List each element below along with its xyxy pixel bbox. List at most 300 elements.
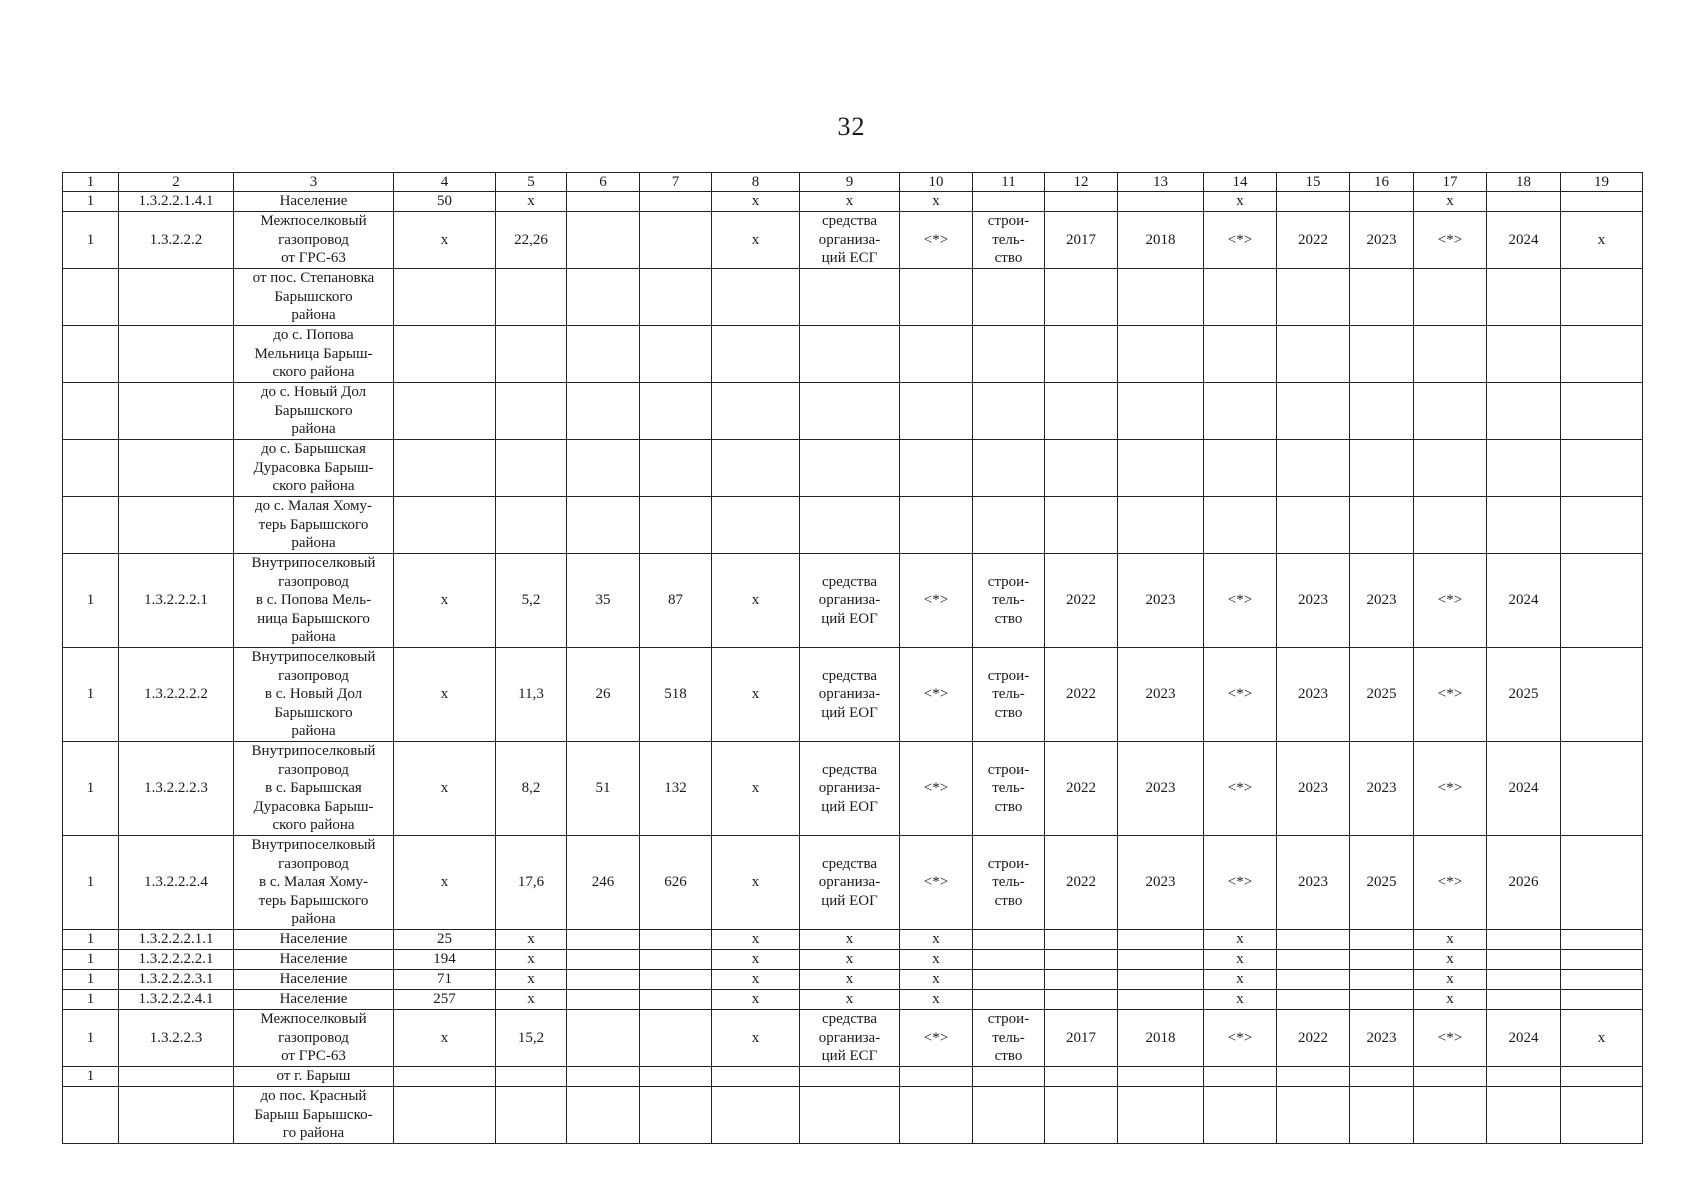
table-cell: 26 [567,648,640,742]
table-cell [1204,383,1277,440]
table-cell: <*> [900,554,973,648]
table-cell [496,269,567,326]
table-cell [1204,440,1277,497]
table-row [63,648,1643,742]
table-cell: x [900,950,973,970]
table-cell: x [1414,950,1487,970]
table-cell [1487,970,1561,990]
table-cell: x [800,990,900,1010]
table-cell: x [800,970,900,990]
table-cell: 1.3.2.2.2.1.1 [119,930,234,950]
table-cell [1414,1067,1487,1087]
table-cell [800,497,900,554]
table-cell [567,1067,640,1087]
table-cell: строи- тель- ство [973,648,1045,742]
table-cell: x [712,554,800,648]
table-cell [640,269,712,326]
table-cell [1204,1087,1277,1144]
data-table [62,172,1643,1144]
table-cell: 2017 [1045,1010,1118,1067]
table-cell: строи- тель- ство [973,1010,1045,1067]
table-cell: Население [234,970,394,990]
table-cell [1561,742,1643,836]
table-cell [1118,1087,1204,1144]
table-cell: 2023 [1277,554,1350,648]
table-cell: <*> [900,1010,973,1067]
table-cell: x [800,950,900,970]
table-cell: 257 [394,990,496,1010]
table-cell: <*> [1414,554,1487,648]
table-cell: x [1414,930,1487,950]
table-cell: x [800,192,900,212]
table-cell [1045,440,1118,497]
column-number: 17 [1414,173,1487,192]
table-cell: 2023 [1277,742,1350,836]
table-cell: Население [234,930,394,950]
column-number: 7 [640,173,712,192]
table-cell: 2023 [1118,836,1204,930]
table-cell: 1 [63,990,119,1010]
table-cell: 2017 [1045,212,1118,269]
table-cell [1350,990,1414,1010]
table-cell: <*> [1414,648,1487,742]
table-cell: x [900,970,973,990]
table-cell: 8,2 [496,742,567,836]
table-cell [496,383,567,440]
table-cell [1487,950,1561,970]
table-cell: x [496,970,567,990]
table-cell: 35 [567,554,640,648]
table-cell [973,440,1045,497]
table-cell: x [394,212,496,269]
column-number: 4 [394,173,496,192]
table-cell: до пос. Красный Барыш Барышско- го района [234,1087,394,1144]
table-cell [1350,930,1414,950]
table-row [63,930,1643,950]
table-cell: x [1204,192,1277,212]
table-cell: x [712,212,800,269]
table-cell: 71 [394,970,496,990]
table-cell: x [1414,970,1487,990]
table-cell: <*> [1414,1010,1487,1067]
table-cell: 1 [63,742,119,836]
table-cell [567,930,640,950]
table-cell: 2022 [1277,212,1350,269]
table-cell: 1.3.2.2.2 [119,212,234,269]
table-cell: 132 [640,742,712,836]
table-cell: x [712,950,800,970]
table-cell: 2023 [1350,554,1414,648]
table-cell [1204,1067,1277,1087]
table-cell [973,192,1045,212]
table-cell [496,1067,567,1087]
table-cell [394,497,496,554]
table-cell [1487,930,1561,950]
table-cell [1277,440,1350,497]
table-cell: 2025 [1350,836,1414,930]
table-row [63,497,1643,554]
table-cell [1277,970,1350,990]
page-number: 32 [837,112,866,141]
table-cell [800,1067,900,1087]
table-cell [640,930,712,950]
table-cell: средства организа- ций ЕОГ [800,836,900,930]
table-cell: x [496,930,567,950]
column-number: 9 [800,173,900,192]
table-cell: 626 [640,836,712,930]
table-cell [119,1067,234,1087]
table-cell [394,383,496,440]
table-cell: 1.3.2.2.2.3.1 [119,970,234,990]
table-cell [640,440,712,497]
column-number: 6 [567,173,640,192]
table-cell: <*> [1204,1010,1277,1067]
table-cell [712,1087,800,1144]
table-row [63,742,1643,836]
column-number: 15 [1277,173,1350,192]
table-cell [394,1067,496,1087]
table-cell [1277,269,1350,326]
table-cell: x [496,990,567,1010]
table-cell [394,1087,496,1144]
table-cell [63,1087,119,1144]
table-cell: 2018 [1118,1010,1204,1067]
table-cell [1350,1067,1414,1087]
table-cell [1561,648,1643,742]
table-cell [1204,326,1277,383]
table-cell: 2023 [1118,554,1204,648]
table-cell: 5,2 [496,554,567,648]
table-cell: 1.3.2.2.3 [119,1010,234,1067]
column-number: 2 [119,173,234,192]
table-cell [394,440,496,497]
table-row [63,1087,1643,1144]
table-cell [973,497,1045,554]
table-cell [640,1010,712,1067]
table-cell: 2024 [1487,212,1561,269]
table-cell: 87 [640,554,712,648]
table-cell: от пос. Степановка Барышского района [234,269,394,326]
table-row [63,990,1643,1010]
table-cell: 2023 [1118,742,1204,836]
table-cell [1487,192,1561,212]
table-cell [800,1087,900,1144]
table-cell [640,1067,712,1087]
table-cell [1118,192,1204,212]
table-cell [640,192,712,212]
table-cell: <*> [900,212,973,269]
table-cell [1118,440,1204,497]
table-cell: x [712,1010,800,1067]
table-cell: x [394,1010,496,1067]
table-cell: x [394,742,496,836]
table-cell: 1 [63,836,119,930]
table-cell: до с. Новый Дол Барышского района [234,383,394,440]
table-cell: Внутрипоселковый газопровод в с. Барышская Дурасовка Барыш- ского района [234,742,394,836]
column-number: 5 [496,173,567,192]
table-cell [119,326,234,383]
table-cell [1118,930,1204,950]
table-cell [1277,1087,1350,1144]
table-cell [1045,383,1118,440]
table-row [63,383,1643,440]
table-cell [900,269,973,326]
table-cell: средства организа- ций ЕОГ [800,648,900,742]
table-cell [567,212,640,269]
table-cell: <*> [1204,554,1277,648]
column-number: 11 [973,173,1045,192]
table-cell [900,1067,973,1087]
table-cell [1561,326,1643,383]
table-cell [567,990,640,1010]
table-cell [1350,950,1414,970]
table-cell: 2023 [1118,648,1204,742]
table-cell: x [496,950,567,970]
table-cell [567,192,640,212]
table-cell: 2018 [1118,212,1204,269]
table-cell: до с. Малая Хому- терь Барышского района [234,497,394,554]
table-cell: <*> [900,836,973,930]
table-cell: 25 [394,930,496,950]
table-cell: 1 [63,648,119,742]
table-cell: x [900,990,973,1010]
table-cell [119,497,234,554]
table-cell [1045,990,1118,1010]
column-number: 8 [712,173,800,192]
table-cell [640,497,712,554]
table-cell: 194 [394,950,496,970]
table-cell [640,990,712,1010]
table-cell [567,950,640,970]
table-cell: x [1561,212,1643,269]
table-cell: <*> [1414,212,1487,269]
table-cell [496,497,567,554]
table-cell: Межпоселковый газопровод от ГРС-63 [234,1010,394,1067]
table-cell: 1.3.2.2.2.3 [119,742,234,836]
table-cell [1561,440,1643,497]
table-cell [1277,192,1350,212]
table-cell [496,326,567,383]
table-row [63,950,1643,970]
table-cell: 2026 [1487,836,1561,930]
table-cell [1350,269,1414,326]
table-cell: x [712,990,800,1010]
table-cell [973,326,1045,383]
table-cell: x [394,554,496,648]
column-number: 3 [234,173,394,192]
table-cell [900,497,973,554]
table-cell [1277,326,1350,383]
table-cell: x [712,192,800,212]
table-cell [1414,440,1487,497]
table-row [63,269,1643,326]
table-cell [1350,1087,1414,1144]
table-cell [1045,497,1118,554]
table-cell [63,269,119,326]
table-cell: x [1561,1010,1643,1067]
table-cell: 2023 [1350,742,1414,836]
table-cell [1118,383,1204,440]
table-cell [973,990,1045,1010]
table-cell: 2022 [1045,742,1118,836]
table-cell [1045,1087,1118,1144]
table-cell [1487,1087,1561,1144]
table-cell [973,950,1045,970]
table-cell: 1.3.2.2.2.4 [119,836,234,930]
table-cell [567,326,640,383]
table-cell [712,269,800,326]
table-cell: от г. Барыш [234,1067,394,1087]
table-cell [712,326,800,383]
table-cell [1045,930,1118,950]
table-cell [1045,326,1118,383]
column-number: 1 [63,173,119,192]
table-cell [1277,497,1350,554]
table-cell: x [1414,990,1487,1010]
table-cell: 1 [63,970,119,990]
table-cell [1118,326,1204,383]
table-cell [1045,269,1118,326]
table-cell: 2022 [1045,648,1118,742]
table-row [63,836,1643,930]
table-cell [1277,383,1350,440]
table-cell [640,970,712,990]
table-cell [1118,1067,1204,1087]
table-cell [900,440,973,497]
table-cell [119,1087,234,1144]
table-cell [1561,192,1643,212]
table-cell [63,383,119,440]
table-cell: x [800,930,900,950]
table-cell [1561,497,1643,554]
table-cell: Население [234,950,394,970]
table-cell [973,930,1045,950]
table-cell [1350,383,1414,440]
table-cell: <*> [1414,836,1487,930]
table-cell [973,269,1045,326]
table-cell [567,497,640,554]
column-number: 18 [1487,173,1561,192]
table-cell: средства организа- ций ЕОГ [800,554,900,648]
table-cell [1350,440,1414,497]
table-cell: Население [234,192,394,212]
table-cell: строи- тель- ство [973,212,1045,269]
table-row [63,326,1643,383]
table-cell: Межпоселковый газопровод от ГРС-63 [234,212,394,269]
table-cell [1118,269,1204,326]
column-number: 12 [1045,173,1118,192]
table-cell: строи- тель- ство [973,836,1045,930]
table-cell: 11,3 [496,648,567,742]
table-cell [800,269,900,326]
table-cell [640,326,712,383]
table-cell [900,326,973,383]
table-cell: 2025 [1487,648,1561,742]
table-cell: 1 [63,212,119,269]
column-number: 19 [1561,173,1643,192]
column-number: 13 [1118,173,1204,192]
table-cell: 1.3.2.2.1.4.1 [119,192,234,212]
table-cell: 1.3.2.2.2.2.1 [119,950,234,970]
table-cell [800,440,900,497]
table-cell: до с. Барышская Дурасовка Барыш- ского района [234,440,394,497]
table-cell: Население [234,990,394,1010]
table-cell: 1.3.2.2.2.1 [119,554,234,648]
table-cell [119,440,234,497]
table-cell [1487,269,1561,326]
table-cell [1414,1087,1487,1144]
table-cell: <*> [900,648,973,742]
table-cell [640,1087,712,1144]
table-cell [1561,836,1643,930]
table-cell [567,383,640,440]
table-cell [900,383,973,440]
table-cell [1487,1067,1561,1087]
table-cell [1561,1067,1643,1087]
table-cell [1487,497,1561,554]
table-cell [119,383,234,440]
table-cell [712,383,800,440]
table-cell [900,1087,973,1144]
table-cell [1045,1067,1118,1087]
table-cell: 2023 [1277,648,1350,742]
table-cell [119,269,234,326]
table-cell: 246 [567,836,640,930]
table-cell: x [394,836,496,930]
table-cell [1277,930,1350,950]
table-cell: 1 [63,930,119,950]
table-cell: <*> [1204,836,1277,930]
table-row [63,192,1643,212]
table-cell [640,212,712,269]
table-cell [1561,554,1643,648]
table-cell [800,383,900,440]
table-cell: x [496,192,567,212]
table-cell [712,497,800,554]
table-cell: 2023 [1350,212,1414,269]
table-cell [1350,326,1414,383]
table-row [63,1067,1643,1087]
table-cell [640,950,712,970]
table-cell [63,326,119,383]
table-cell [1487,326,1561,383]
table-cell [973,1067,1045,1087]
table-cell: x [1204,990,1277,1010]
table-cell [1487,440,1561,497]
table-cell [712,440,800,497]
table-cell: 1 [63,950,119,970]
table-cell [567,1087,640,1144]
table-row [63,212,1643,269]
table-row [63,1010,1643,1067]
column-number: 16 [1350,173,1414,192]
table-cell [1487,990,1561,1010]
table-cell: x [900,930,973,950]
table-cell [1045,192,1118,212]
table-cell: x [1204,930,1277,950]
table-cell [712,1067,800,1087]
table-cell: Внутрипоселковый газопровод в с. Малая Хому- терь Барышского района [234,836,394,930]
table-cell [567,970,640,990]
table-cell [1118,950,1204,970]
header-row [63,173,1643,192]
table-cell: <*> [1204,648,1277,742]
table-cell [1277,990,1350,1010]
table-cell: 1 [63,1010,119,1067]
table-cell [973,970,1045,990]
table-cell: средства организа- ций ЕСГ [800,1010,900,1067]
table-row [63,554,1643,648]
